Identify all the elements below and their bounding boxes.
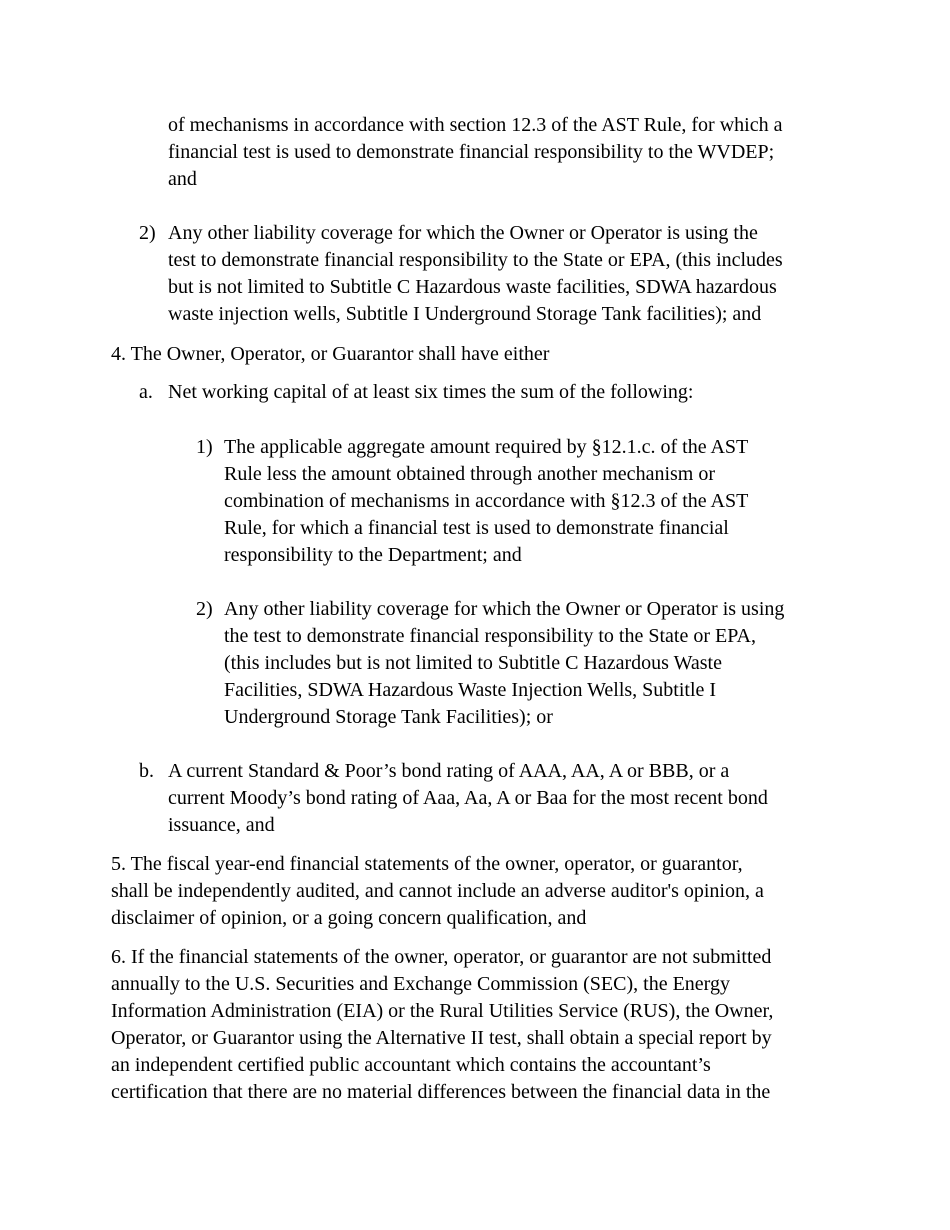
list-marker: a. [139,381,153,403]
text-line: financial test is used to demonstrate financial responsibility to the WVDEP; [168,141,775,163]
text-line: the test to demonstrate financial responsibility to the State or EPA, [224,625,756,647]
text-line: 4. The Owner, Operator, or Guarantor shall have either [111,343,550,365]
text-line: The applicable aggregate amount required by §12.1.c. of the AST [224,436,749,458]
text-line: Information Administration (EIA) or the Rural Utilities Service (RUS), the Owner, [111,1000,774,1022]
text-line: disclaimer of opinion, or a going concern qualification, and [111,907,587,929]
text-line: waste injection wells, Subtitle I Underground Storage Tank facilities); and [168,303,762,325]
text-line: of mechanisms in accordance with section 12.3 of the AST Rule, for which a [168,114,783,136]
text-line: Underground Storage Tank Facilities); or [224,706,553,728]
list-marker: 2) [139,222,156,244]
text-line: Facilities, SDWA Hazardous Waste Injection Wells, Subtitle I [224,679,717,701]
list-marker: 2) [196,598,213,620]
text-line: and [168,168,197,190]
text-line: Any other liability coverage for which the Owner or Operator is using the [168,222,758,244]
text-line: 5. The fiscal year-end financial statements of the owner, operator, or guarantor, [111,853,743,875]
list-marker: b. [139,760,154,782]
text-line: test to demonstrate financial responsibility to the State or EPA, (this includes [168,249,783,271]
text-line: an independent certified public accountant which contains the accountant’s [111,1054,711,1076]
text-line: shall be independently audited, and cannot include an adverse auditor's opinion, a [111,880,764,902]
text-line: current Moody’s bond rating of Aaa, Aa, A or Baa for the most recent bond [168,787,768,809]
text-line: (this includes but is not limited to Subtitle C Hazardous Waste [224,652,722,674]
text-line: but is not limited to Subtitle C Hazardous waste facilities, SDWA hazardous [168,276,777,298]
text-line: Rule, for which a financial test is used to demonstrate financial [224,517,729,539]
text-line: combination of mechanisms in accordance with §12.3 of the AST [224,490,749,512]
text-line: responsibility to the Department; and [224,544,522,566]
text-line: certification that there are no material differences between the financial data in the [111,1081,771,1103]
list-marker: 1) [196,436,213,458]
text-line: annually to the U.S. Securities and Exchange Commission (SEC), the Energy [111,973,730,995]
text-line: Rule less the amount obtained through another mechanism or [224,463,715,485]
text-line: issuance, and [168,814,275,836]
text-line: Any other liability coverage for which the Owner or Operator is using [224,598,785,620]
text-line: 6. If the financial statements of the owner, operator, or guarantor are not submitted [111,946,772,968]
text-line: Net working capital of at least six times the sum of the following: [168,381,694,403]
text-line: A current Standard & Poor’s bond rating of AAA, AA, A or BBB, or a [168,760,730,782]
text-line: Operator, or Guarantor using the Alternative II test, shall obtain a special report by [111,1027,772,1049]
